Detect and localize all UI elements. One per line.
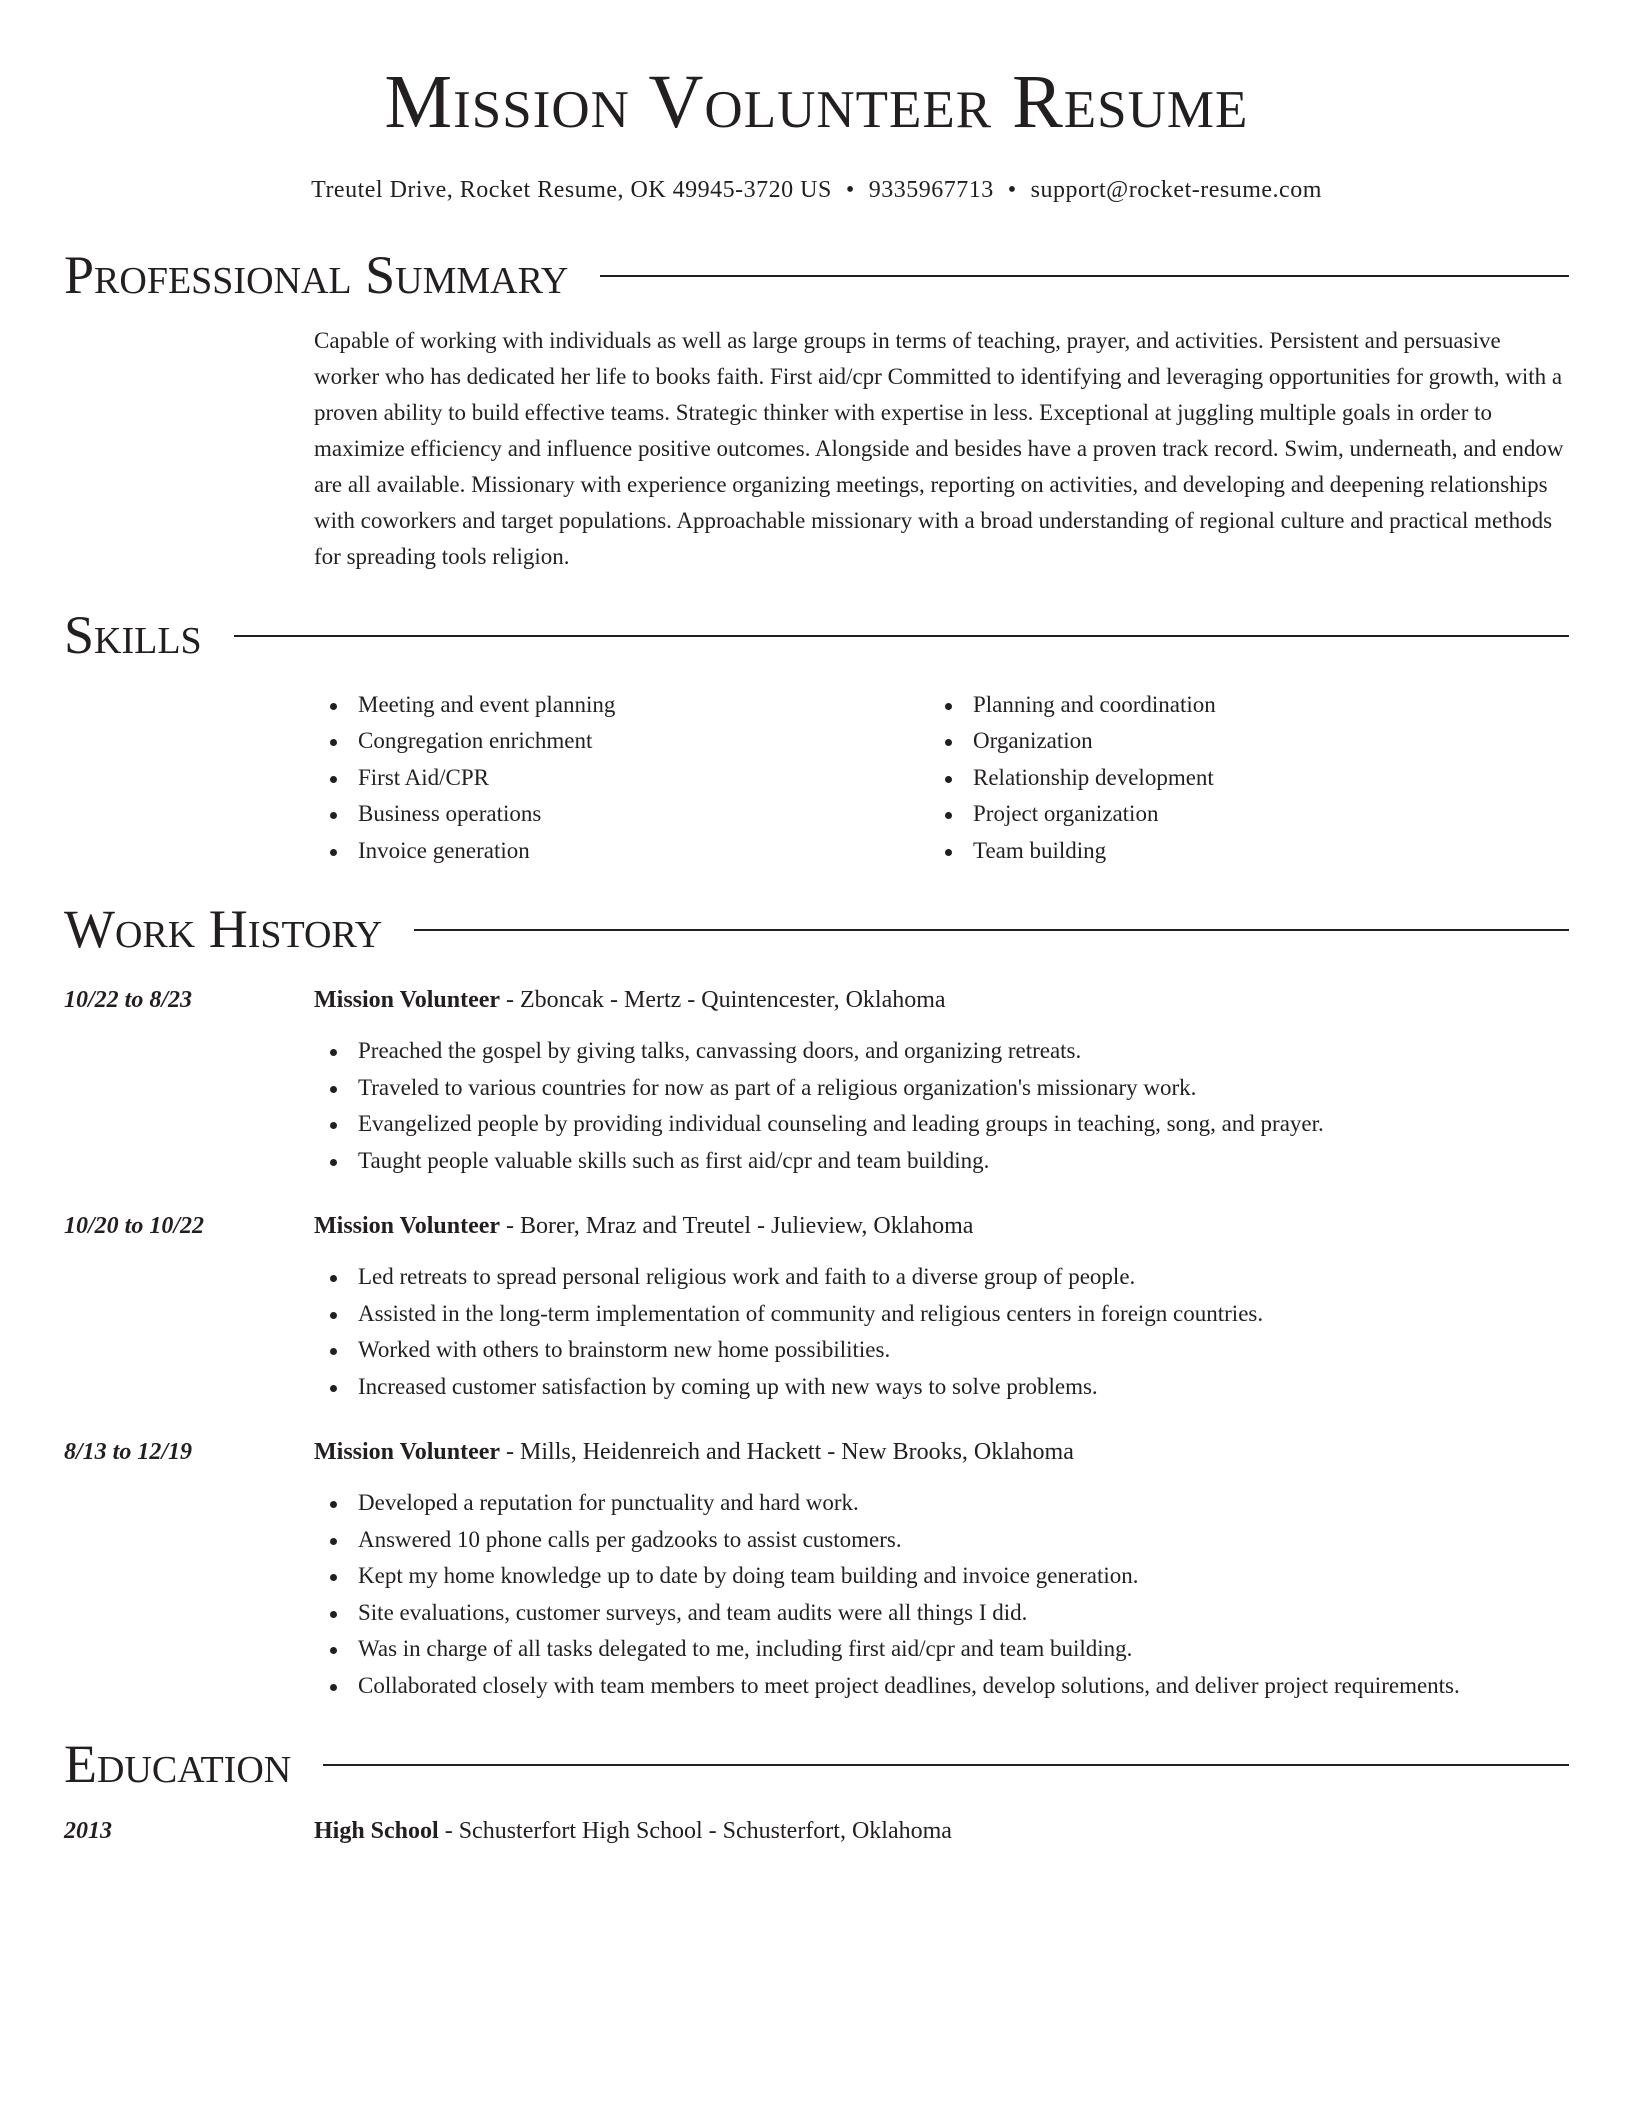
skills-heading: Skills: [64, 604, 202, 665]
job-role: Mission Volunteer: [314, 1439, 501, 1466]
job-bullet: Preached the gospel by giving talks, canvassing doors, and organizing retreats.: [314, 1033, 1569, 1070]
job-employer: - Mills, Heidenreich and Hackett - New Brooks, Oklahoma: [500, 1439, 1074, 1466]
job-dates: 10/20 to 10/22: [64, 1213, 205, 1240]
job-role: Mission Volunteer: [314, 1213, 501, 1240]
skill-item: Business operations: [314, 796, 929, 833]
job-entry: [64, 1435, 1569, 1704]
job-bullet: Site evaluations, customer surveys, and team audits were all things I did.: [314, 1595, 1569, 1632]
skill-item: Planning and coordination: [929, 687, 1544, 724]
job-bullet: Evangelized people by providing individual counseling and leading groups in teaching, song, and prayer.: [314, 1106, 1569, 1143]
skills-list-right: [929, 687, 1544, 870]
job-title-line: [314, 983, 1569, 1017]
education-details: [314, 1814, 1569, 1848]
education-heading: Education: [64, 1734, 292, 1795]
job-bullets: [314, 1259, 1569, 1405]
summary-section-header: [64, 245, 1569, 305]
job-entry: [64, 983, 1569, 1179]
job-details: [314, 1209, 1569, 1405]
job-entry: [64, 1209, 1569, 1405]
summary-section: [314, 323, 1569, 575]
job-employer: - Borer, Mraz and Treutel - Julieview, Oklahoma: [500, 1213, 974, 1240]
job-dates: 10/22 to 8/23: [64, 987, 193, 1014]
job-bullet: Answered 10 phone calls per gadzooks to assist customers.: [314, 1522, 1569, 1559]
skill-item: First Aid/CPR: [314, 760, 929, 797]
job-bullet: Collaborated closely with team members to meet project deadlines, develop solutions, and deliver project requirements.: [314, 1668, 1569, 1705]
job-bullet: Kept my home knowledge up to date by doing team building and invoice generation.: [314, 1558, 1569, 1595]
education-degree: High School: [314, 1818, 439, 1845]
skill-item: Team building: [929, 833, 1544, 870]
contact-email: support@rocket-resume.com: [1030, 177, 1322, 203]
skill-item: Invoice generation: [314, 833, 929, 870]
education-school: - Schusterfort High School - Schusterfort, Oklahoma: [438, 1818, 952, 1845]
job-role: Mission Volunteer: [314, 987, 501, 1014]
skill-item: Relationship development: [929, 760, 1544, 797]
education-title-line: [314, 1814, 1569, 1848]
skill-item: Congregation enrichment: [314, 723, 929, 760]
job-bullet: Assisted in the long-term implementation of community and religious centers in foreign countries.: [314, 1296, 1569, 1333]
job-title-line: [314, 1435, 1569, 1469]
job-bullet: Led retreats to spread personal religious work and faith to a diverse group of people.: [314, 1259, 1569, 1296]
skills-section-header: [64, 605, 1569, 665]
job-bullet: Traveled to various countries for now as part of a religious organization's missionary work.: [314, 1070, 1569, 1107]
section-divider: [414, 929, 1569, 931]
skills-list-left: [314, 687, 929, 870]
job-bullets: [314, 1033, 1569, 1179]
contact-line: [64, 176, 1569, 205]
job-bullet: Was in charge of all tasks delegated to me, including first aid/cpr and team building.: [314, 1631, 1569, 1668]
education-year: 2013: [64, 1818, 112, 1845]
work-section-header: [64, 899, 1569, 959]
job-bullets: [314, 1485, 1569, 1704]
job-details: [314, 983, 1569, 1179]
resume-title: Mission Volunteer Resume: [384, 60, 1249, 144]
job-bullet: Worked with others to brainstorm new home possibilities.: [314, 1332, 1569, 1369]
job-employer: - Zboncak - Mertz - Quintencester, Oklahoma: [500, 987, 946, 1014]
job-dates: 8/13 to 12/19: [64, 1439, 193, 1466]
job-bullet: Developed a reputation for punctuality and hard work.: [314, 1485, 1569, 1522]
contact-separator: •: [845, 177, 855, 203]
section-divider: [600, 275, 1569, 277]
work-heading: Work History: [64, 899, 383, 960]
education-entry: [64, 1814, 1569, 1848]
job-bullet: Taught people valuable skills such as first aid/cpr and team building.: [314, 1143, 1569, 1180]
contact-address: Treutel Drive, Rocket Resume, OK 49945-3720 US: [311, 177, 832, 203]
contact-separator: •: [1007, 177, 1017, 203]
summary-text: Capable of working with individuals as well as large groups in terms of teaching, prayer, and activities. Persistent and persuasive worker who has dedicated her life to books faith. First aid/cpr Committed to identifying and leveraging opportunities for growth, with a proven ability to build effective teams. Strategic thinker with expertise in less. Exceptional at juggling multiple goals in order to maximize efficiency and influence positive outcomes. Alongside and besides have a proven track record. Swim, underneath, and endow are all available. Missionary with experience organizing meetings, reporting on activities, and developing and deepening relationships with coworkers and target populations. Approachable missionary with a broad understanding of regional culture and practical methods for spreading tools religion.: [314, 327, 1564, 569]
summary-heading: Professional Summary: [64, 244, 569, 305]
skill-item: Organization: [929, 723, 1544, 760]
contact-phone: 9335967713: [868, 177, 994, 203]
job-details: [314, 1435, 1569, 1704]
skill-item: Meeting and event planning: [314, 687, 929, 724]
section-divider: [323, 1764, 1569, 1766]
job-title-line: [314, 1209, 1569, 1243]
skills-section: [314, 687, 1569, 870]
section-divider: [234, 635, 1569, 637]
job-bullet: Increased customer satisfaction by coming up with new ways to solve problems.: [314, 1369, 1569, 1406]
skill-item: Project organization: [929, 796, 1544, 833]
education-section-header: [64, 1734, 1569, 1794]
